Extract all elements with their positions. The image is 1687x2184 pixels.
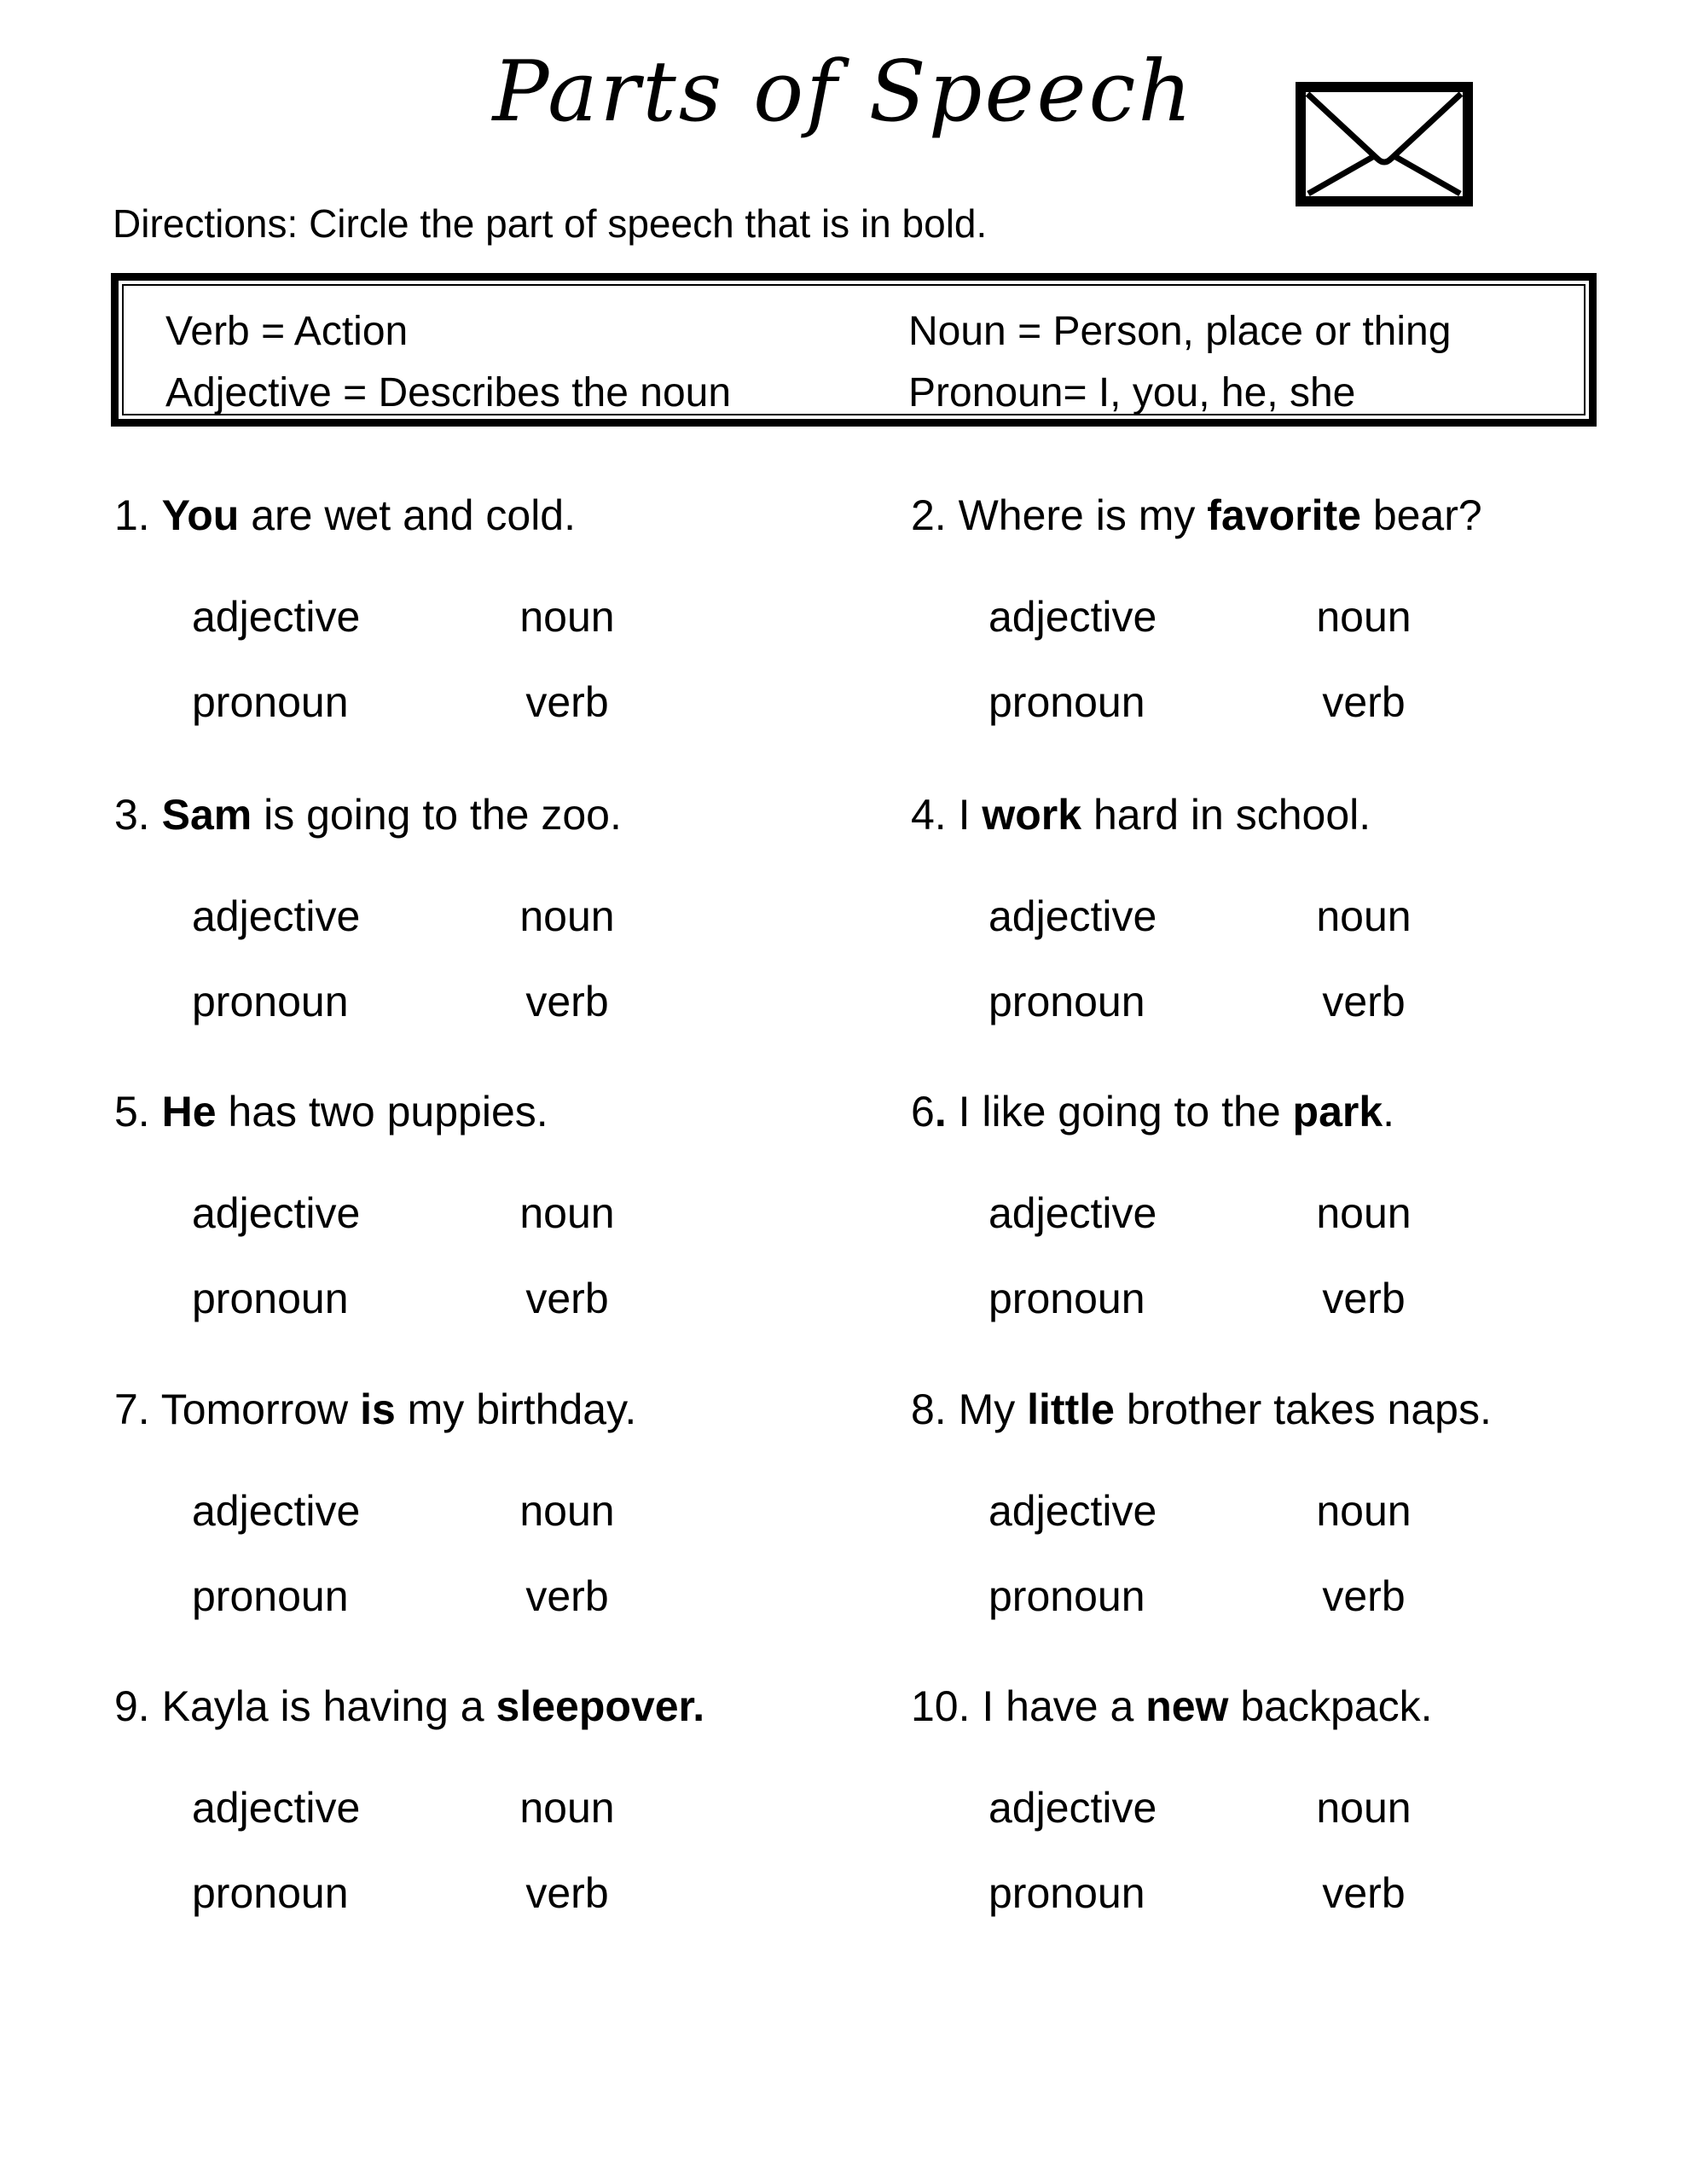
question-8-sentence: 8. My little brother takes naps. <box>911 1385 1492 1433</box>
directions-text: Directions: Circle the part of speech that is in bold. <box>113 201 988 246</box>
definitions-left-column <box>165 301 908 424</box>
question-2-option-adjective[interactable]: adjective <box>988 593 1157 641</box>
question-4-option-verb[interactable]: verb <box>1322 978 1406 1025</box>
question-10-option-noun[interactable]: noun <box>1316 1784 1412 1832</box>
question-7-option-noun[interactable]: noun <box>519 1487 615 1535</box>
question-3-option-adjective[interactable]: adjective <box>192 892 361 940</box>
question-10-option-pronoun[interactable]: pronoun <box>988 1869 1145 1917</box>
definition-noun: Noun = Person, place or thing <box>908 309 1452 354</box>
page-title: Parts of Speech <box>492 44 1195 141</box>
question-6 <box>911 1084 1687 1325</box>
question-10-sentence: 10. I have a new backpack. <box>911 1682 1433 1730</box>
question-4-sentence: 4. I work hard in school. <box>911 791 1371 839</box>
question-10 <box>911 1679 1687 1920</box>
question-4-options <box>988 890 1687 1028</box>
question-1-option-noun[interactable]: noun <box>519 593 615 641</box>
question-5-option-verb[interactable]: verb <box>525 1275 609 1322</box>
definition-verb: Verb = Action <box>165 309 409 354</box>
question-9-option-pronoun[interactable]: pronoun <box>192 1869 349 1917</box>
question-8-option-noun[interactable]: noun <box>1316 1487 1412 1535</box>
question-3-options <box>192 890 916 1028</box>
question-3 <box>114 787 916 1028</box>
question-4-option-adjective[interactable]: adjective <box>988 892 1157 940</box>
question-1-option-verb[interactable]: verb <box>525 678 609 726</box>
question-4-option-noun[interactable]: noun <box>1316 892 1412 940</box>
question-2-option-noun[interactable]: noun <box>1316 593 1412 641</box>
question-9-sentence: 9. Kayla is having a sleepover. <box>114 1682 705 1730</box>
question-10-option-verb[interactable]: verb <box>1322 1869 1406 1917</box>
question-8-option-pronoun[interactable]: pronoun <box>988 1572 1145 1620</box>
question-6-options <box>988 1187 1687 1325</box>
question-5-options <box>192 1187 916 1325</box>
question-9 <box>114 1679 916 1920</box>
question-9-options <box>192 1781 916 1920</box>
question-2-option-verb[interactable]: verb <box>1322 678 1406 726</box>
question-2 <box>911 488 1687 729</box>
question-8-options <box>988 1484 1687 1623</box>
envelope-icon <box>1296 82 1473 206</box>
question-4-option-pronoun[interactable]: pronoun <box>988 978 1145 1025</box>
question-2-options <box>988 590 1687 729</box>
question-2-sentence: 2. Where is my favorite bear? <box>911 491 1482 539</box>
question-5 <box>114 1084 916 1325</box>
question-1-option-pronoun[interactable]: pronoun <box>192 678 349 726</box>
question-7-options <box>192 1484 916 1623</box>
question-6-option-adjective[interactable]: adjective <box>988 1189 1157 1237</box>
question-8-option-verb[interactable]: verb <box>1322 1572 1406 1620</box>
question-3-option-verb[interactable]: verb <box>525 978 609 1025</box>
question-4 <box>911 787 1687 1028</box>
definition-pronoun: Pronoun= I, you, he, she <box>908 370 1356 415</box>
question-10-options <box>988 1781 1687 1920</box>
question-7-sentence: 7. Tomorrow is my birthday. <box>114 1385 637 1433</box>
question-1-sentence: 1. You are wet and cold. <box>114 491 577 539</box>
question-5-option-pronoun[interactable]: pronoun <box>192 1275 349 1322</box>
question-7-option-verb[interactable]: verb <box>525 1572 609 1620</box>
question-6-option-noun[interactable]: noun <box>1316 1189 1412 1237</box>
question-7-option-adjective[interactable]: adjective <box>192 1487 361 1535</box>
question-8 <box>911 1382 1687 1623</box>
question-10-option-adjective[interactable]: adjective <box>988 1784 1157 1832</box>
definition-adjective: Adjective = Describes the noun <box>165 370 732 415</box>
question-9-option-adjective[interactable]: adjective <box>192 1784 361 1832</box>
question-3-option-pronoun[interactable]: pronoun <box>192 978 349 1025</box>
question-5-option-noun[interactable]: noun <box>519 1189 615 1237</box>
question-1-option-adjective[interactable]: adjective <box>192 593 361 641</box>
question-6-sentence: 6. I like going to the park. <box>911 1088 1395 1136</box>
question-3-sentence: 3. Sam is going to the zoo. <box>114 791 622 839</box>
question-6-option-verb[interactable]: verb <box>1322 1275 1406 1322</box>
question-8-option-adjective[interactable]: adjective <box>988 1487 1157 1535</box>
question-5-option-adjective[interactable]: adjective <box>192 1189 361 1237</box>
question-6-option-pronoun[interactable]: pronoun <box>988 1275 1145 1322</box>
question-7 <box>114 1382 916 1623</box>
question-7-option-pronoun[interactable]: pronoun <box>192 1572 349 1620</box>
definitions-right-column <box>908 301 1580 424</box>
question-9-option-verb[interactable]: verb <box>525 1869 609 1917</box>
question-1 <box>114 488 916 729</box>
question-2-option-pronoun[interactable]: pronoun <box>988 678 1145 726</box>
question-9-option-noun[interactable]: noun <box>519 1784 615 1832</box>
question-3-option-noun[interactable]: noun <box>519 892 615 940</box>
definitions-box <box>111 273 1597 427</box>
question-5-sentence: 5. He has two puppies. <box>114 1088 548 1136</box>
question-1-options <box>192 590 916 729</box>
